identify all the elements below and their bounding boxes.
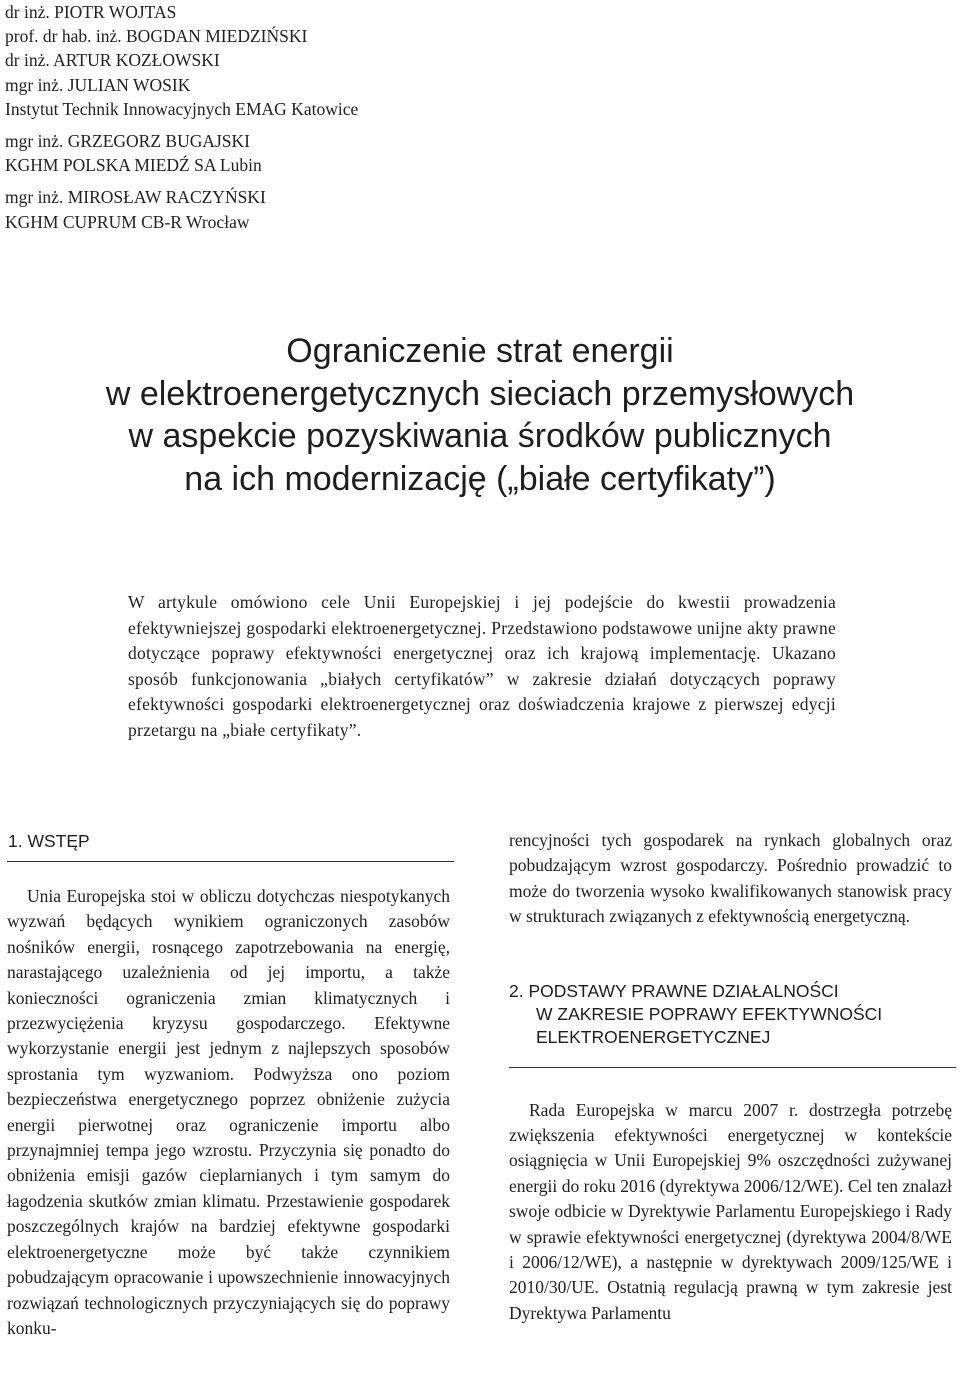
affiliation-line: Instytut Technik Innowacyjnych EMAG Katowice <box>5 98 359 119</box>
author-line: dr inż. PIOTR WOJTAS <box>5 2 177 22</box>
author-line: prof. dr hab. inż. BOGDAN MIEDZIŃSKI <box>5 26 308 47</box>
abstract-text: W artykule omówiono cele Unii Europejskiej i jej podejście do kwestii prowadzenia efektywniejszej gospodarki elektroenergetycznej. Przedstawiono podstawowe unijne akty prawne dotyczące poprawy efektywności energetycznej oraz ich krajową implementację. Ukazano sposób funkcjonowania „białych certyfikatów” w zakresie działań dotyczących poprawy efektywności gospodarki elektroenergetycznej oraz doświadczenia krajowe z pierwszej edycji przetargu na „białe certyfikaty”. <box>128 592 836 740</box>
section-2-heading-line: ELEKTROENERGETYCZNEJ <box>536 1026 771 1047</box>
author-line: mgr inż. JULIAN WOSIK <box>5 74 191 95</box>
affiliation-line: KGHM CUPRUM CB-R Wrocław <box>5 211 250 232</box>
section-2-heading-line: W ZAKRESIE POPRAWY EFEKTYWNOŚCI <box>536 1003 883 1024</box>
author-line: dr inż. ARTUR KOZŁOWSKI <box>5 50 220 71</box>
author-line: mgr inż. MIROSŁAW RACZYŃSKI <box>5 187 266 208</box>
section-2-heading: 2. PODSTAWY PRAWNE DZIAŁALNOŚCI <box>509 980 839 1001</box>
title-line: Ograniczenie strat energii <box>286 332 674 370</box>
title-line: na ich modernizację („białe certyfikaty”) <box>184 459 776 498</box>
title-line: w aspekcie pozyskiwania środków publicznych <box>128 417 832 455</box>
section-1-text: Unia Europejska stoi w obliczu dotychczas niespotykanych wyzwań będących wynikiem ograniczonych zasobów nośników energii, rosnącego zapotrzebowania na energię, narastającego uzależnienia od jej importu, a także konieczności ograniczenia zmian klimatycznych i przezwyciężenia kryzysu gospodarczego. Efektywne wykorzystanie energii jest jednym z najlepszych sposobów sprostania tym wyzwaniom. Podwyższa ono poziom bezpieczeństwa energetycznego poprzez obniżenie zużycia energii pierwotnej oraz ograniczenie importu albo przynajmniej tempa jego wzrostu. Przyczynia się ponadto do obniżenia emisji gazów cieplarnianych i tym samym do łagodzenia skutków zmian klimatu. Przestawienie gospodarek poszczególnych krajów na bardziej efektywne gospodarki elektroenergetyczne może być także czynnikiem pobudzającym opracowanie i upowszechnienie innowacyjnych rozwiązań technologicznych przyczyniających się do poprawy konku- <box>7 886 450 1338</box>
author-line: mgr inż. GRZEGORZ BUGAJSKI <box>5 131 250 152</box>
author-block <box>5 0 358 234</box>
paper-title <box>0 330 960 500</box>
section-1-continuation: rencyjności tych gospodarek na rynkach globalnych oraz pobudzającym wzrost gospodarczy. Pośrednio prowadzić to może do tworzenia wysoko kwalifikowanych stanowisk pracy w strukturach związanych z efektywnością energetyczną. <box>509 830 952 927</box>
left-column <box>7 830 450 1341</box>
affiliation-line: KGHM POLSKA MIEDŹ SA Lubin <box>5 155 262 176</box>
section-2-text: Rada Europejska w marcu 2007 r. dostrzegła potrzebę zwiększenia efektywności energetycznej w kontekście osiągnięcia w Unii Europejskiej 9% oszczędności zużywanej energii do roku 2016 (dyrektywa 2006/12/WE). Cel ten znalazł swoje odbicie w Dyrektywie Parlamentu Europejskiego i Rady w sprawie efektywności energetycznej (dyrektywa 2004/8/WE i 2006/12/WE), a następnie w dyrektywach 2009/125/WE i 2010/30/UE. Ostatnią regulacją prawną w tym zakresie jest Dyrektywa Parlamentu <box>509 1099 952 1323</box>
abstract <box>128 590 836 743</box>
right-column <box>509 828 952 1326</box>
section-1-heading: 1. WSTĘP <box>8 831 90 851</box>
title-line: w elektroenergetycznych sieciach przemysłowych <box>105 374 855 413</box>
